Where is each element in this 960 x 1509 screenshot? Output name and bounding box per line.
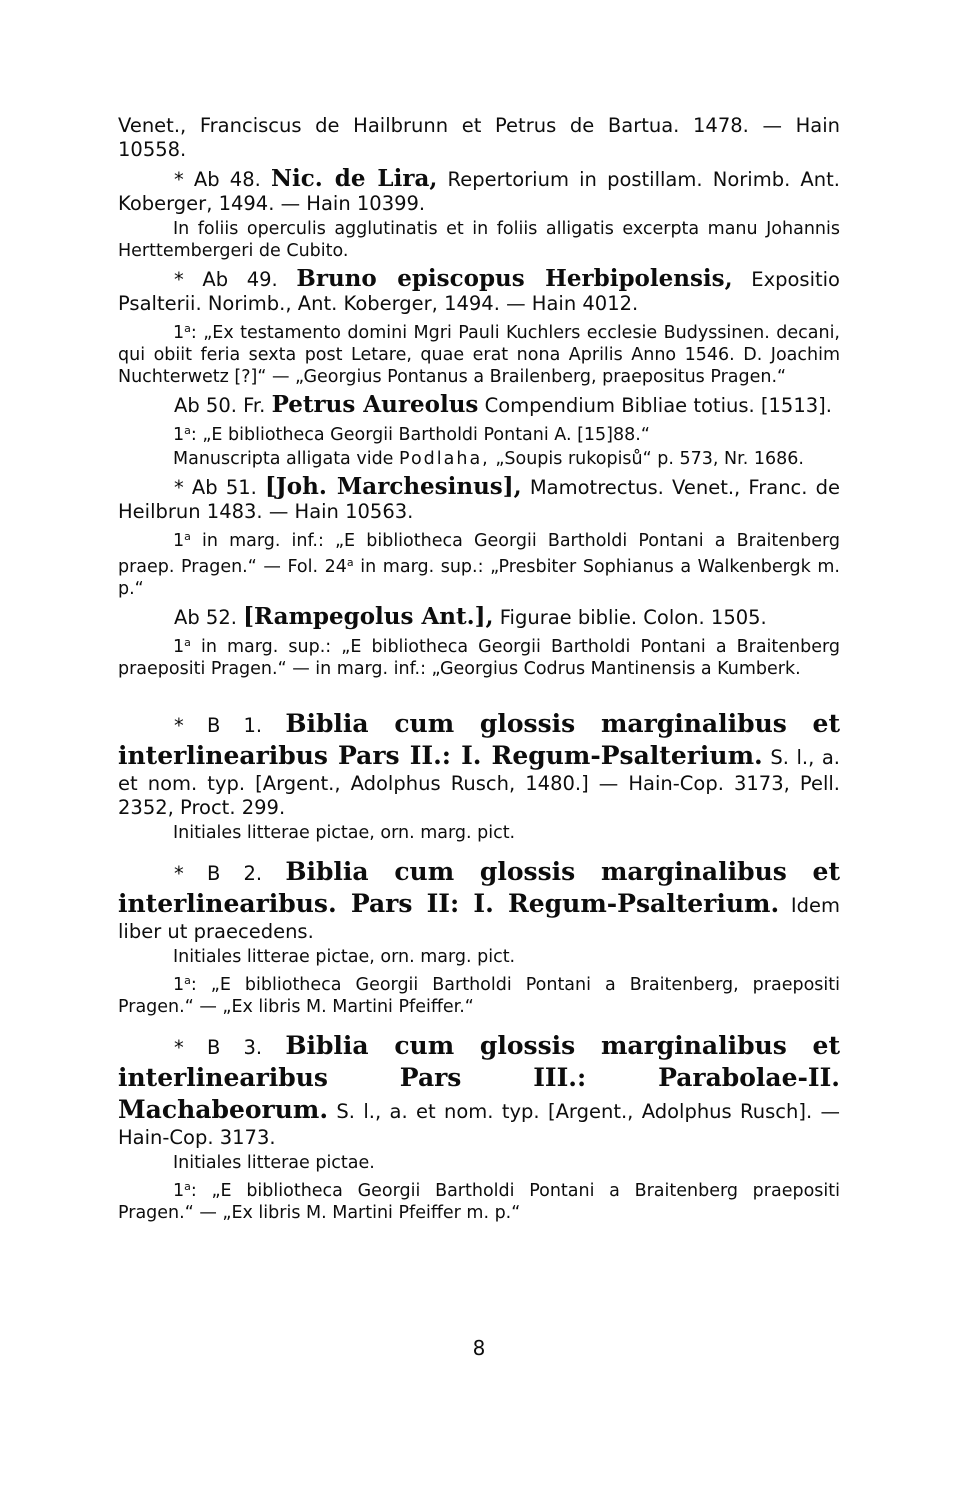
entry-author: Bruno episcopus Herbipolensis, bbox=[296, 265, 733, 292]
entry-description: Mamotrectus. Venet., Franc. de Heilbrun 1483. — Hain 10563. bbox=[118, 476, 841, 523]
entry-description: Compendium Bibliae totius. [1513]. bbox=[484, 394, 832, 417]
reference-author: Podlaha, bbox=[399, 449, 490, 469]
entry-author: Petrus Aureolus bbox=[271, 391, 479, 418]
entry-ab52-note bbox=[118, 632, 840, 680]
provenance-sup: a bbox=[346, 556, 354, 569]
entry-text: Venet., Franciscus de Hailbrunn et Petrus de Bartua. 1478. — Hain 10558. bbox=[118, 114, 840, 161]
entry-ab50-note bbox=[118, 420, 840, 446]
entry-ab51-note bbox=[118, 526, 840, 600]
entry-ab51 bbox=[118, 475, 840, 524]
entry-description: Repertorium in postillam. Norimb. Ant. Koberger, 1494. — Hain 10399. bbox=[118, 168, 840, 215]
entry-b2-note: Initiales litterae pictae, orn. marg. pict. bbox=[173, 947, 516, 967]
provenance-sup: a bbox=[184, 1180, 191, 1193]
entry-title: Biblia cum glossis marginalibus et interlinearibus Pars II.: I. Regum-Psalterium. bbox=[118, 709, 840, 770]
provenance-text: : „Ex testamento domini Mgri Pauli Kuchlers ecclesie Budyssinen. decani, qui obiit feria sexta post Letare, quae erat nona Aprilis Anno 1546. D. Joachim Nuchterwetz [?]“ — „Georgius Pontanus a Brailenberg, praepositus Pragen.“ bbox=[118, 323, 840, 387]
reference-text: Manuscripta alligata vide bbox=[173, 449, 394, 469]
provenance-text: in marg. sup.: „E bibliotheca Georgii Bartholdi Pontani a Braitenberg praepositi Pragen.“ — in marg. inf.: „Georgius Codrus Mantinensis a Kumberk. bbox=[118, 637, 840, 679]
entry-b1 bbox=[118, 708, 840, 820]
entry-ab49 bbox=[118, 267, 840, 316]
entry-description: Idem liber ut praecedens. bbox=[118, 894, 840, 943]
entry-shelfmark: * Ab 51. bbox=[174, 476, 257, 499]
entry-description: S. l., a. et nom. typ. [Argent., Adolphus Rusch]. — Hain-Cop. 3173. bbox=[118, 1100, 840, 1149]
provenance-text: in marg. sup.: „Presbiter Sophianus a Walkenbergk m. p.“ bbox=[118, 557, 840, 599]
entry-b3-note: Initiales litterae pictae. bbox=[173, 1153, 375, 1173]
provenance-sup: a bbox=[184, 424, 191, 437]
entry-ab48-note: In foliis operculis agglutinatis et in foliis alligatis excerpta manu Johannis Herttembergeri de Cubito. bbox=[118, 219, 840, 261]
entry-description: S. l., a. et nom. typ. [Argent., Adolphus Rusch, 1480.] — Hain-Cop. 3173, Pell. 2352, Proct. 299. bbox=[118, 746, 841, 819]
entry-shelfmark: * Ab 49. bbox=[174, 268, 278, 291]
reference-title: „Soupis rukopisů“ p. 573, Nr. 1686. bbox=[495, 449, 804, 469]
entry-shelfmark: * B 2. bbox=[174, 862, 263, 885]
entry-hailbrunn bbox=[118, 114, 840, 162]
entry-b1-note: Initiales litterae pictae, orn. marg. pict. bbox=[173, 823, 516, 843]
entry-b2 bbox=[118, 856, 840, 944]
provenance-text: in marg. inf.: „E bibliotheca Georgii Bartholdi Pontani a Braitenberg praep. Pragen.“ — Fol. 24 bbox=[118, 531, 840, 577]
provenance-text: : „E bibliotheca Georgii Bartholdi Pontani a Braitenberg, praepositi Pragen.“ — „Ex libris M. Martini Pfeiffer.“ bbox=[118, 975, 840, 1017]
entry-ab48 bbox=[118, 167, 840, 216]
entry-b2-note2 bbox=[118, 970, 840, 1018]
entry-description: Expositio Psalterii. Norimb., Ant. Koberger, 1494. — Hain 4012. bbox=[118, 268, 840, 315]
provenance-sup: a bbox=[184, 974, 191, 987]
entry-author: [Rampegolus Ant.], bbox=[243, 603, 494, 630]
entry-title: Biblia cum glossis marginalibus et interlinearibus Pars III.: Parabolae-II. Machabeorum. bbox=[118, 1031, 840, 1124]
entry-author: Nic. de Lira, bbox=[270, 165, 438, 192]
entry-shelfmark: * B 3. bbox=[174, 1036, 263, 1059]
provenance-marker: 1 bbox=[173, 531, 185, 551]
entry-ab50 bbox=[118, 393, 840, 418]
entry-ab49-note bbox=[118, 318, 840, 388]
entry-description: Figurae biblie. Colon. 1505. bbox=[499, 606, 767, 629]
provenance-sup: a bbox=[184, 636, 191, 649]
entry-shelfmark: Ab 52. bbox=[174, 606, 237, 629]
provenance-text: : „E bibliotheca Georgii Bartholdi Pontani A. [15]88.“ bbox=[190, 425, 650, 445]
page bbox=[118, 114, 841, 1360]
entry-b3-note2 bbox=[118, 1176, 840, 1224]
provenance-marker: 1 bbox=[173, 425, 185, 445]
entry-shelfmark: * Ab 48. bbox=[174, 168, 261, 191]
provenance-marker: 1 bbox=[173, 323, 185, 343]
entry-shelfmark: * B 1. bbox=[174, 714, 263, 737]
entry-title: Biblia cum glossis marginalibus et interlinearibus. Pars II: I. Regum-Psalterium. bbox=[118, 857, 840, 918]
provenance-marker: 1 bbox=[173, 637, 185, 657]
provenance-sup: a bbox=[184, 530, 191, 543]
entry-b3 bbox=[118, 1030, 840, 1150]
entry-ab50-note2 bbox=[118, 448, 840, 470]
provenance-sup: a bbox=[184, 322, 191, 335]
page-number: 8 bbox=[472, 1336, 486, 1360]
provenance-marker: 1 bbox=[173, 975, 185, 995]
entry-author: [Joh. Marchesinus], bbox=[265, 473, 522, 500]
entry-shelfmark: Ab 50. Fr. bbox=[174, 394, 266, 417]
provenance-text: : „E bibliotheca Georgii Bartholdi Pontani a Braitenberg praepositi Pragen.“ — „Ex libris M. Martini Pfeiffer m. p.“ bbox=[118, 1181, 840, 1223]
entry-ab52 bbox=[118, 605, 840, 630]
provenance-marker: 1 bbox=[173, 1181, 185, 1201]
